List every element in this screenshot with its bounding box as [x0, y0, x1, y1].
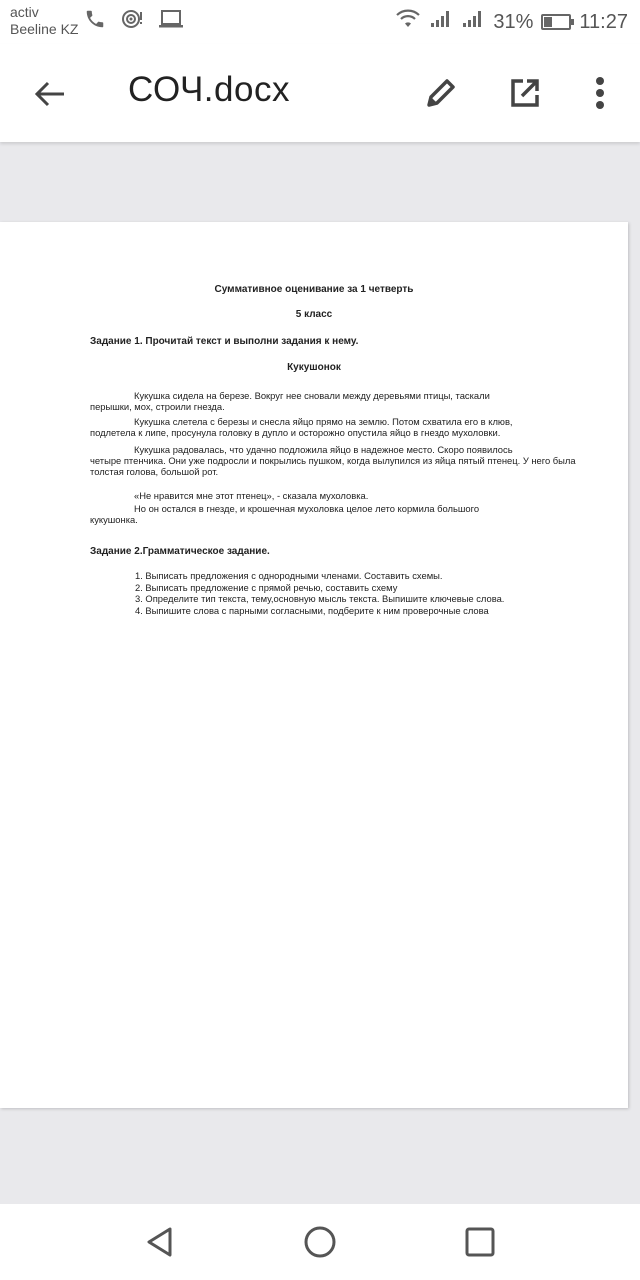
signal-icon — [461, 8, 485, 36]
more-options-button[interactable] — [580, 70, 620, 116]
nav-home-button[interactable] — [300, 1222, 340, 1262]
phone-icon — [84, 8, 106, 35]
system-nav-bar — [0, 1204, 640, 1280]
paragraph-rest: четыре птенчика. Они уже подросли и покрылись пушком, когда вылупился из яйца пятый птенец. У него была толстая голова, большой рот. — [90, 455, 576, 478]
battery-icon — [541, 14, 571, 30]
story-title: Кукушонок — [287, 362, 341, 373]
edit-button[interactable] — [418, 70, 464, 116]
carrier-line-1: activ — [10, 4, 39, 20]
paragraph — [90, 444, 590, 478]
paragraph-rest: перышки, мох, строили гнезда. — [90, 401, 225, 413]
paragraph-first-line: Кукушка слетела с березы и снесла яйцо прямо на землю. Потом схватила его в клюв, — [134, 416, 513, 427]
page-title: СОЧ.docx — [128, 70, 290, 109]
nav-recents-button[interactable] — [460, 1222, 500, 1262]
back-arrow-icon — [34, 80, 66, 108]
pencil-icon — [423, 75, 459, 111]
task-1-heading: Задание 1. Прочитай текст и выполни задания к нему. — [90, 336, 359, 347]
nav-back-button[interactable] — [140, 1222, 180, 1262]
signal-icon — [429, 8, 453, 36]
back-triangle-icon — [144, 1225, 176, 1259]
list-item: 4. Выпишите слова с парными согласными, подберите к ним проверочные слова — [135, 605, 489, 617]
laptop-icon — [158, 8, 184, 35]
status-bar — [0, 0, 640, 44]
paragraph-first-line: «Не нравится мне этот птенец», - сказала мухоловка. — [134, 490, 369, 501]
paragraph — [90, 416, 590, 438]
paragraph-rest: подлетела к липе, просунула головку в дупло и осторожно опустила яйцо в гнездо мухоловки. — [90, 427, 501, 439]
wifi-icon — [395, 8, 421, 36]
doc-title: Суммативное оценивание за 1 четверть — [214, 284, 414, 295]
more-vert-icon — [595, 76, 605, 110]
paragraph-rest: кукушонка. — [90, 514, 138, 526]
paragraph — [90, 490, 590, 501]
list-item: 2. Выписать предложение с прямой речью, составить схему — [135, 581, 398, 593]
paragraph — [90, 503, 590, 525]
home-circle-icon — [302, 1224, 338, 1260]
list-item: 3. Определите тип текста, тему,основную мысль текста. Выпишите ключевые слова. — [135, 593, 505, 605]
doc-grade: 5 класс — [295, 309, 333, 320]
recents-square-icon — [463, 1225, 497, 1259]
carrier-line-2: Beeline KZ — [10, 21, 79, 37]
carrier-info — [10, 4, 78, 38]
list-item: 1. Выписать предложения с однородными членами. Составить схемы. — [135, 570, 443, 581]
paragraph-first-line: Но он остался в гнезде, и крошечная мухоловка целое лето кормила большого — [134, 503, 480, 514]
clock: 11:27 — [579, 10, 628, 33]
open-external-button[interactable] — [502, 70, 548, 116]
back-button[interactable] — [26, 72, 74, 116]
hotspot-icon — [120, 8, 144, 35]
task-2-heading: Задание 2.Грамматическое задание. — [90, 546, 270, 557]
paragraph-first-line: Кукушка радовалась, что удачно подложила яйцо в надежное место. Скоро появилось — [134, 444, 513, 455]
open-external-icon — [507, 75, 543, 111]
battery-percent: 31% — [493, 10, 534, 33]
task-2-list — [135, 570, 595, 617]
app-bar — [0, 44, 640, 142]
paragraph — [90, 390, 590, 412]
document-page[interactable] — [0, 222, 628, 1108]
paragraph-first-line: Кукушка сидела на березе. Вокруг нее сновали между деревьями птицы, таскали — [134, 390, 490, 401]
battery-level — [544, 17, 552, 27]
